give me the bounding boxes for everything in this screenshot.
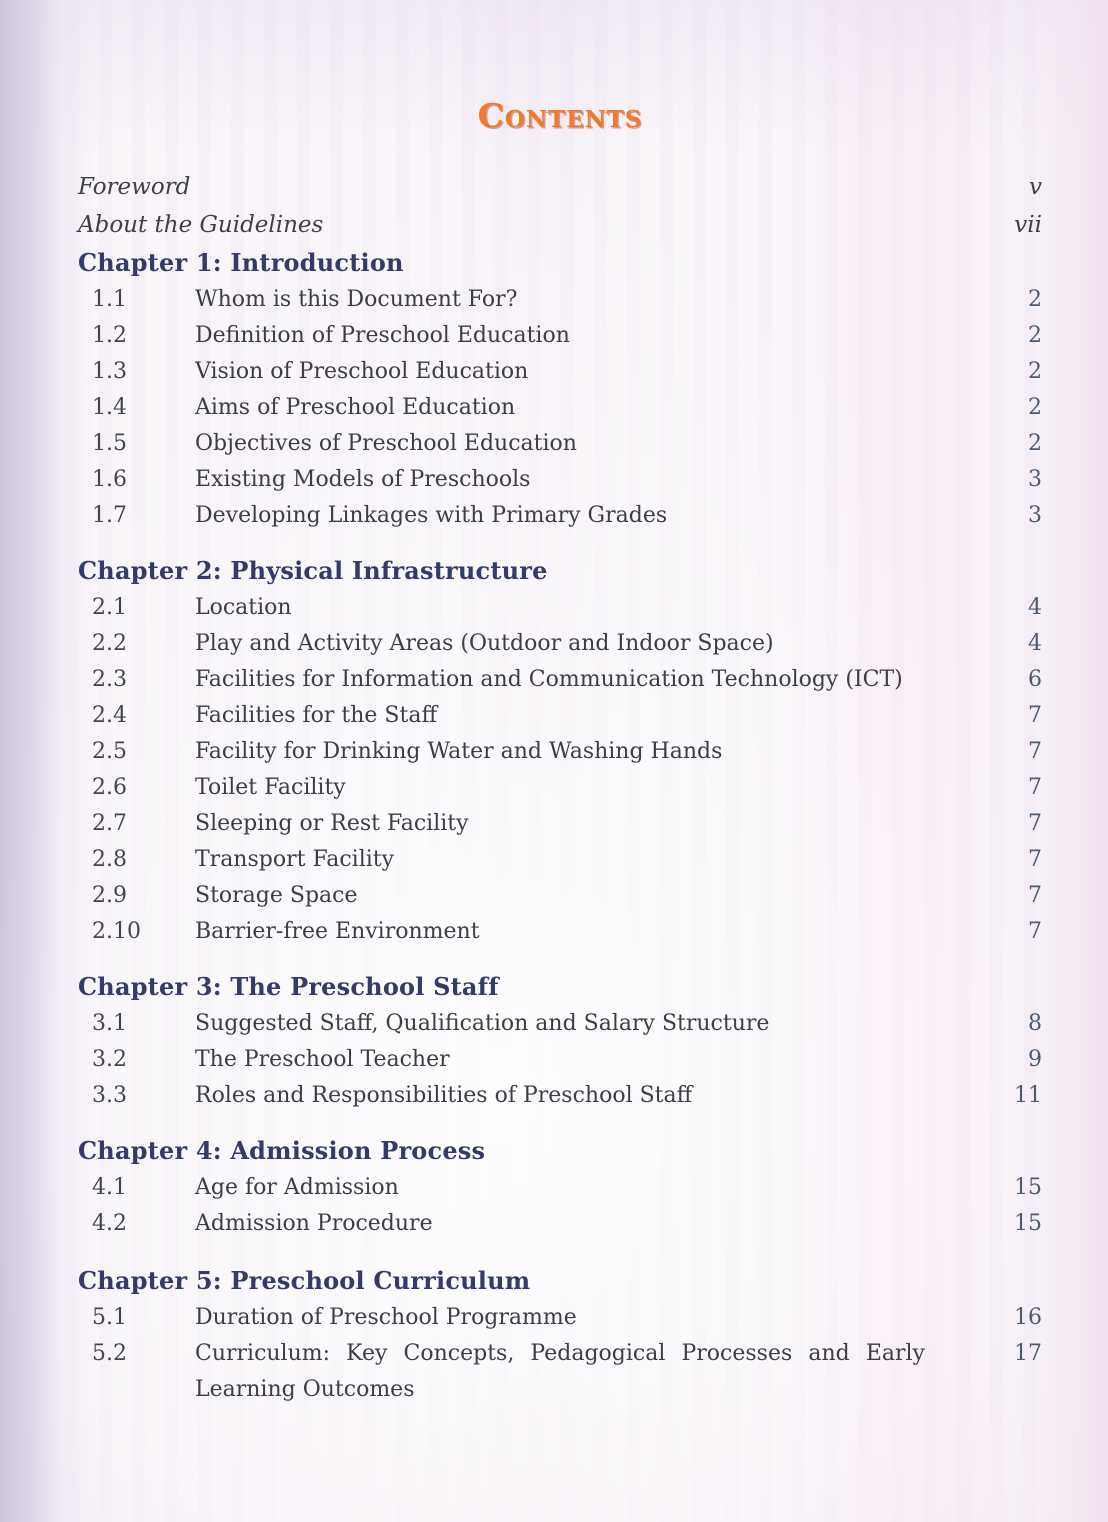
section-number: 1.5 xyxy=(92,431,127,456)
chapter-heading: Chapter 2: Physical Infrastructure xyxy=(78,556,548,585)
section-title: Admission Procedure xyxy=(195,1211,433,1236)
section-title: Storage Space xyxy=(195,883,358,908)
chapter-sections xyxy=(78,282,1042,534)
toc-entry-row xyxy=(78,842,1042,878)
toc-entry-row xyxy=(78,1042,1042,1078)
chapter-block xyxy=(78,552,1042,950)
section-title: Play and Activity Areas (Outdoor and Indoor Space) xyxy=(195,631,774,656)
section-page-number: 4 xyxy=(1028,595,1042,620)
section-title: Aims of Preschool Education xyxy=(195,395,516,420)
section-title: Definition of Preschool Education xyxy=(195,323,570,348)
section-number: 2.6 xyxy=(92,775,127,800)
toc-entry-row xyxy=(78,698,1042,734)
section-title: Objectives of Preschool Education xyxy=(195,431,577,456)
section-number: 2.7 xyxy=(92,811,127,836)
section-title: Facilities for Information and Communication Technology (ICT) xyxy=(195,667,903,692)
section-number: 2.1 xyxy=(92,595,127,620)
section-page-number: 7 xyxy=(1028,919,1042,944)
section-number: 2.8 xyxy=(92,847,127,872)
section-page-number: 8 xyxy=(1028,1011,1042,1036)
chapter-sections xyxy=(78,1300,1042,1408)
section-page-number: 2 xyxy=(1028,359,1042,384)
section-page-number: 16 xyxy=(1014,1305,1042,1330)
section-page-number: 9 xyxy=(1028,1047,1042,1072)
toc-entry-row xyxy=(78,878,1042,914)
section-title: Sleeping or Rest Facility xyxy=(195,811,469,836)
chapter-heading: Chapter 1: Introduction xyxy=(78,248,404,277)
chapter-sections xyxy=(78,1170,1042,1242)
section-number: 1.2 xyxy=(92,323,127,348)
section-number: 2.2 xyxy=(92,631,127,656)
section-title: Roles and Responsibilities of Preschool Staff xyxy=(195,1083,693,1108)
section-number: 1.1 xyxy=(92,287,127,312)
section-title: Developing Linkages with Primary Grades xyxy=(195,503,668,528)
section-number: 2.3 xyxy=(92,667,127,692)
section-number: 2.9 xyxy=(92,883,127,908)
section-page-number: 17 xyxy=(1014,1341,1042,1366)
section-page-number: 2 xyxy=(1028,323,1042,348)
section-number: 3.2 xyxy=(92,1047,127,1072)
toc-entry-row xyxy=(78,318,1042,354)
chapter-block xyxy=(78,244,1042,534)
front-matter-label: Foreword xyxy=(78,174,191,200)
section-number: 1.3 xyxy=(92,359,127,384)
chapter-block xyxy=(78,968,1042,1114)
section-title: Suggested Staff, Qualification and Salary Structure xyxy=(195,1011,770,1036)
contents-page xyxy=(78,0,1042,1408)
chapter-sections xyxy=(78,1006,1042,1114)
section-number: 3.3 xyxy=(92,1083,127,1108)
section-title: The Preschool Teacher xyxy=(195,1047,450,1072)
toc-entry-row xyxy=(78,498,1042,534)
chapter-heading: Chapter 5: Preschool Curriculum xyxy=(78,1266,531,1295)
section-title: Facility for Drinking Water and Washing Hands xyxy=(195,739,723,764)
section-title: Whom is this Document For? xyxy=(195,287,518,312)
section-number: 4.1 xyxy=(92,1175,127,1200)
section-number: 2.4 xyxy=(92,703,127,728)
chapter-heading: Chapter 4: Admission Process xyxy=(78,1136,486,1165)
section-page-number: 2 xyxy=(1028,395,1042,420)
toc-entry-row xyxy=(78,770,1042,806)
section-number: 5.2 xyxy=(92,1341,127,1366)
toc-entry-row xyxy=(78,734,1042,770)
section-number: 1.4 xyxy=(92,395,127,420)
section-title: Existing Models of Preschools xyxy=(195,467,531,492)
front-matter-label: About the Guidelines xyxy=(78,212,324,238)
toc-entry-row xyxy=(78,914,1042,950)
toc-entry-row xyxy=(78,1170,1042,1206)
section-title: Vision of Preschool Education xyxy=(195,359,529,384)
section-page-number: 2 xyxy=(1028,287,1042,312)
toc-entry-row xyxy=(78,590,1042,626)
toc-entry-row xyxy=(78,662,1042,698)
toc-entry-row xyxy=(78,1078,1042,1114)
toc-entry-row xyxy=(78,354,1042,390)
section-title: Curriculum: Key Concepts, Pedagogical Processes and Early Learning Outcomes xyxy=(195,1341,925,1402)
toc-entry-row xyxy=(78,282,1042,318)
section-title: Transport Facility xyxy=(195,847,395,872)
section-page-number: 7 xyxy=(1028,883,1042,908)
section-title: Facilities for the Staff xyxy=(195,703,438,728)
section-title: Duration of Preschool Programme xyxy=(195,1305,577,1330)
toc-entry-row xyxy=(78,462,1042,498)
section-page-number: 6 xyxy=(1028,667,1042,692)
page-title: Contents xyxy=(477,96,643,135)
toc-entry-row xyxy=(78,1336,1042,1408)
section-number: 2.5 xyxy=(92,739,127,764)
toc-entry-row xyxy=(78,426,1042,462)
section-page-number: 7 xyxy=(1028,847,1042,872)
section-title: Age for Admission xyxy=(195,1175,399,1200)
section-page-number: 2 xyxy=(1028,431,1042,456)
toc-entry-row xyxy=(78,1206,1042,1242)
section-title: Toilet Facility xyxy=(195,775,346,800)
section-page-number: 7 xyxy=(1028,811,1042,836)
section-page-number: 11 xyxy=(1014,1083,1042,1108)
chapter-heading: Chapter 3: The Preschool Staff xyxy=(78,972,499,1001)
section-page-number: 3 xyxy=(1028,503,1042,528)
section-page-number: 3 xyxy=(1028,467,1042,492)
toc-entry-row xyxy=(78,626,1042,662)
chapter-block xyxy=(78,1262,1042,1408)
toc-entry-row xyxy=(78,390,1042,426)
chapter-block xyxy=(78,1132,1042,1242)
section-page-number: 7 xyxy=(1028,775,1042,800)
toc-entry-row xyxy=(78,1300,1042,1336)
section-page-number: 4 xyxy=(1028,631,1042,656)
section-title: Barrier-free Environment xyxy=(195,919,480,944)
section-page-number: 15 xyxy=(1014,1211,1042,1236)
front-matter-page-number: vii xyxy=(1014,212,1042,238)
section-number: 2.10 xyxy=(92,919,141,944)
front-matter-row xyxy=(78,206,1042,244)
chapter-sections xyxy=(78,590,1042,950)
section-number: 3.1 xyxy=(92,1011,127,1036)
section-number: 4.2 xyxy=(92,1211,127,1236)
section-number: 1.6 xyxy=(92,467,127,492)
front-matter-page-number: v xyxy=(1029,174,1042,200)
toc-entry-row xyxy=(78,1006,1042,1042)
section-page-number: 7 xyxy=(1028,739,1042,764)
front-matter-row xyxy=(78,168,1042,206)
section-page-number: 7 xyxy=(1028,703,1042,728)
toc-entry-row xyxy=(78,806,1042,842)
section-number: 1.7 xyxy=(92,503,127,528)
section-number: 5.1 xyxy=(92,1305,127,1330)
chapters xyxy=(78,244,1042,1408)
section-title: Location xyxy=(195,595,292,620)
section-page-number: 15 xyxy=(1014,1175,1042,1200)
